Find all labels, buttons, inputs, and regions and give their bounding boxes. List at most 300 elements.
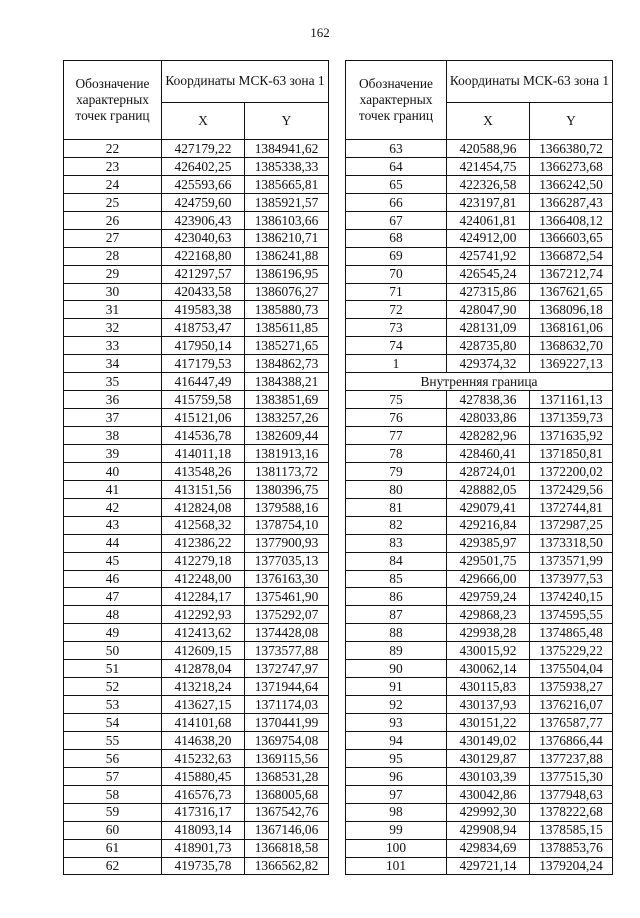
table-row — [346, 409, 613, 427]
point-number-cell: 66 — [346, 193, 447, 211]
point-number-cell: 92 — [346, 696, 447, 714]
table-row — [346, 337, 613, 355]
x-coordinate-cell: 417179,53 — [162, 355, 245, 373]
y-coordinate-cell: 1371161,13 — [530, 391, 613, 409]
point-number-cell: 99 — [346, 821, 447, 839]
x-coordinate-cell: 417316,17 — [162, 803, 245, 821]
point-number-cell: 60 — [64, 821, 162, 839]
table-row — [64, 660, 329, 678]
x-coordinate-cell: 416447,49 — [162, 373, 245, 391]
x-coordinate-cell: 425741,92 — [447, 247, 530, 265]
table-row — [346, 193, 613, 211]
x-coordinate-cell: 419735,78 — [162, 857, 245, 875]
table-row — [346, 444, 613, 462]
point-number-cell: 81 — [346, 498, 447, 516]
point-number-cell: 86 — [346, 588, 447, 606]
y-coordinate-cell: 1386076,27 — [245, 283, 329, 301]
x-coordinate-cell: 418093,14 — [162, 821, 245, 839]
table-row — [346, 319, 613, 337]
table-row — [64, 175, 329, 193]
x-coordinate-cell: 429385,97 — [447, 534, 530, 552]
y-coordinate-cell: 1366380,72 — [530, 140, 613, 158]
point-number-cell: 97 — [346, 785, 447, 803]
point-designation-header: Обозначение характерных точек границ — [64, 61, 162, 140]
x-coordinate-cell: 429992,30 — [447, 803, 530, 821]
point-number-cell: 72 — [346, 301, 447, 319]
table-row — [64, 498, 329, 516]
y-coordinate-cell: 1366408,12 — [530, 211, 613, 229]
y-coordinate-cell: 1384941,62 — [245, 140, 329, 158]
y-coordinate-cell: 1375938,27 — [530, 678, 613, 696]
point-number-cell: 78 — [346, 444, 447, 462]
y-coordinate-cell: 1376163,30 — [245, 570, 329, 588]
x-coordinate-cell: 419583,38 — [162, 301, 245, 319]
x-coordinate-cell: 428460,41 — [447, 444, 530, 462]
point-number-cell: 43 — [64, 516, 162, 534]
table-row — [346, 839, 613, 857]
table-row — [64, 283, 329, 301]
section-row — [346, 373, 613, 391]
x-coordinate-cell: 418753,47 — [162, 319, 245, 337]
point-number-cell: 48 — [64, 606, 162, 624]
y-coordinate-cell: 1375504,04 — [530, 660, 613, 678]
point-number-cell: 49 — [64, 624, 162, 642]
y-coordinate-cell: 1377948,63 — [530, 785, 613, 803]
point-number-cell: 29 — [64, 265, 162, 283]
x-coordinate-cell: 430151,22 — [447, 714, 530, 732]
x-coordinate-cell: 418901,73 — [162, 839, 245, 857]
table-row — [346, 301, 613, 319]
point-number-cell: 84 — [346, 552, 447, 570]
table-row — [64, 678, 329, 696]
point-number-cell: 44 — [64, 534, 162, 552]
y-coordinate-cell: 1375229,22 — [530, 642, 613, 660]
y-coordinate-cell: 1383851,69 — [245, 391, 329, 409]
point-number-cell: 88 — [346, 624, 447, 642]
y-coordinate-cell: 1385338,33 — [245, 157, 329, 175]
y-coordinate-cell: 1380396,75 — [245, 480, 329, 498]
table-row — [346, 229, 613, 247]
y-coordinate-cell: 1371944,64 — [245, 678, 329, 696]
table-row — [64, 749, 329, 767]
point-number-cell: 98 — [346, 803, 447, 821]
x-column-header: X — [447, 103, 530, 140]
x-coordinate-cell: 413151,56 — [162, 480, 245, 498]
point-number-cell: 22 — [64, 140, 162, 158]
point-number-cell: 76 — [346, 409, 447, 427]
y-coordinate-cell: 1377515,30 — [530, 767, 613, 785]
table-row — [64, 803, 329, 821]
point-number-cell: 35 — [64, 373, 162, 391]
table-row — [64, 462, 329, 480]
point-number-cell: 89 — [346, 642, 447, 660]
point-number-cell: 26 — [64, 211, 162, 229]
point-number-cell: 68 — [346, 229, 447, 247]
point-number-cell: 52 — [64, 678, 162, 696]
table-row — [346, 606, 613, 624]
point-number-cell: 90 — [346, 660, 447, 678]
table-row — [346, 785, 613, 803]
table-row — [64, 839, 329, 857]
x-coordinate-cell: 415759,58 — [162, 391, 245, 409]
point-number-cell: 77 — [346, 427, 447, 445]
y-coordinate-cell: 1379204,24 — [530, 857, 613, 875]
x-coordinate-cell: 428131,09 — [447, 319, 530, 337]
x-coordinate-cell: 429868,23 — [447, 606, 530, 624]
y-coordinate-cell: 1372200,02 — [530, 462, 613, 480]
table-row — [64, 140, 329, 158]
point-number-cell: 101 — [346, 857, 447, 875]
y-coordinate-cell: 1386241,88 — [245, 247, 329, 265]
point-number-cell: 40 — [64, 462, 162, 480]
point-number-cell: 73 — [346, 319, 447, 337]
x-coordinate-cell: 427315,86 — [447, 283, 530, 301]
x-column-header: X — [162, 103, 245, 140]
y-coordinate-cell: 1376587,77 — [530, 714, 613, 732]
x-coordinate-cell: 413548,26 — [162, 462, 245, 480]
x-coordinate-cell: 429938,28 — [447, 624, 530, 642]
point-number-cell: 62 — [64, 857, 162, 875]
point-number-cell: 95 — [346, 749, 447, 767]
y-coordinate-cell: 1381173,72 — [245, 462, 329, 480]
table-row — [346, 821, 613, 839]
y-coordinate-cell: 1378585,15 — [530, 821, 613, 839]
x-coordinate-cell: 427179,22 — [162, 140, 245, 158]
y-coordinate-cell: 1366603,65 — [530, 229, 613, 247]
table-row — [346, 498, 613, 516]
y-coordinate-cell: 1372429,56 — [530, 480, 613, 498]
y-coordinate-cell: 1366273,68 — [530, 157, 613, 175]
point-number-cell: 61 — [64, 839, 162, 857]
table-row — [64, 427, 329, 445]
point-number-cell: 63 — [346, 140, 447, 158]
table-row — [346, 265, 613, 283]
x-coordinate-cell: 429908,94 — [447, 821, 530, 839]
x-coordinate-cell: 424061,81 — [447, 211, 530, 229]
y-coordinate-cell: 1367146,06 — [245, 821, 329, 839]
x-coordinate-cell: 412292,93 — [162, 606, 245, 624]
x-coordinate-cell: 414638,20 — [162, 731, 245, 749]
x-coordinate-cell: 428735,80 — [447, 337, 530, 355]
x-coordinate-cell: 430042,86 — [447, 785, 530, 803]
y-coordinate-cell: 1367212,74 — [530, 265, 613, 283]
table-row — [64, 714, 329, 732]
x-coordinate-cell: 429759,24 — [447, 588, 530, 606]
y-coordinate-cell: 1383257,26 — [245, 409, 329, 427]
point-number-cell: 33 — [64, 337, 162, 355]
table-row — [64, 552, 329, 570]
y-coordinate-cell: 1386103,66 — [245, 211, 329, 229]
point-number-cell: 83 — [346, 534, 447, 552]
y-coordinate-cell: 1373577,88 — [245, 642, 329, 660]
point-number-cell: 65 — [346, 175, 447, 193]
x-coordinate-cell: 422326,58 — [447, 175, 530, 193]
y-coordinate-cell: 1368005,68 — [245, 785, 329, 803]
x-coordinate-cell: 414536,78 — [162, 427, 245, 445]
point-number-cell: 53 — [64, 696, 162, 714]
coordinate-system-header: Координаты МСК-63 зона 1 — [447, 61, 613, 103]
table-row — [346, 516, 613, 534]
table-row — [64, 570, 329, 588]
table-row — [64, 409, 329, 427]
x-coordinate-cell: 424912,00 — [447, 229, 530, 247]
table-row — [346, 355, 613, 373]
y-coordinate-cell: 1371635,92 — [530, 427, 613, 445]
point-number-cell: 58 — [64, 785, 162, 803]
x-coordinate-cell: 430149,02 — [447, 731, 530, 749]
point-number-cell: 42 — [64, 498, 162, 516]
y-coordinate-cell: 1385611,85 — [245, 319, 329, 337]
x-coordinate-cell: 412248,00 — [162, 570, 245, 588]
x-coordinate-cell: 424759,60 — [162, 193, 245, 211]
y-coordinate-cell: 1374595,55 — [530, 606, 613, 624]
x-coordinate-cell: 415232,63 — [162, 749, 245, 767]
y-coordinate-cell: 1368531,28 — [245, 767, 329, 785]
point-number-cell: 79 — [346, 462, 447, 480]
x-coordinate-cell: 414101,68 — [162, 714, 245, 732]
y-coordinate-cell: 1378754,10 — [245, 516, 329, 534]
point-number-cell: 59 — [64, 803, 162, 821]
point-number-cell: 34 — [64, 355, 162, 373]
y-coordinate-cell: 1371850,81 — [530, 444, 613, 462]
x-coordinate-cell: 423040,63 — [162, 229, 245, 247]
y-coordinate-cell: 1372987,25 — [530, 516, 613, 534]
table-row — [346, 427, 613, 445]
y-coordinate-cell: 1386210,71 — [245, 229, 329, 247]
inner-boundary-section-title: Внутренняя граница — [346, 373, 613, 391]
coordinates-table-right — [345, 60, 613, 875]
table-row — [346, 552, 613, 570]
y-coordinate-cell: 1373977,53 — [530, 570, 613, 588]
table-row — [346, 749, 613, 767]
y-coordinate-cell: 1366242,50 — [530, 175, 613, 193]
point-number-cell: 64 — [346, 157, 447, 175]
table-row — [346, 696, 613, 714]
table-row — [64, 193, 329, 211]
point-number-cell: 80 — [346, 480, 447, 498]
y-coordinate-cell: 1368161,06 — [530, 319, 613, 337]
x-coordinate-cell: 421297,57 — [162, 265, 245, 283]
point-number-cell: 37 — [64, 409, 162, 427]
y-coordinate-cell: 1366287,43 — [530, 193, 613, 211]
point-number-cell: 74 — [346, 337, 447, 355]
x-coordinate-cell: 412284,17 — [162, 588, 245, 606]
x-coordinate-cell: 429079,41 — [447, 498, 530, 516]
point-number-cell: 47 — [64, 588, 162, 606]
y-coordinate-cell: 1377237,88 — [530, 749, 613, 767]
y-coordinate-cell: 1374428,08 — [245, 624, 329, 642]
point-number-cell: 94 — [346, 731, 447, 749]
x-coordinate-cell: 427838,36 — [447, 391, 530, 409]
x-coordinate-cell: 412413,62 — [162, 624, 245, 642]
table-row — [346, 570, 613, 588]
table-row — [64, 785, 329, 803]
y-coordinate-cell: 1377035,13 — [245, 552, 329, 570]
right-table-body — [346, 140, 613, 875]
table-row — [346, 714, 613, 732]
y-coordinate-cell: 1369115,56 — [245, 749, 329, 767]
x-coordinate-cell: 412279,18 — [162, 552, 245, 570]
point-number-cell: 67 — [346, 211, 447, 229]
x-coordinate-cell: 429374,32 — [447, 355, 530, 373]
x-coordinate-cell: 430062,14 — [447, 660, 530, 678]
y-coordinate-cell: 1375292,07 — [245, 606, 329, 624]
x-coordinate-cell: 413627,15 — [162, 696, 245, 714]
y-coordinate-cell: 1375461,90 — [245, 588, 329, 606]
x-coordinate-cell: 423197,81 — [447, 193, 530, 211]
coordinates-table-left — [63, 60, 329, 875]
y-coordinate-cell: 1366872,54 — [530, 247, 613, 265]
table-row — [64, 606, 329, 624]
point-number-cell: 41 — [64, 480, 162, 498]
y-coordinate-cell: 1374865,48 — [530, 624, 613, 642]
table-row — [64, 534, 329, 552]
x-coordinate-cell: 428724,01 — [447, 462, 530, 480]
point-number-cell: 82 — [346, 516, 447, 534]
y-coordinate-cell: 1366562,82 — [245, 857, 329, 875]
x-coordinate-cell: 430103,39 — [447, 767, 530, 785]
y-coordinate-cell: 1373571,99 — [530, 552, 613, 570]
x-coordinate-cell: 429216,84 — [447, 516, 530, 534]
y-coordinate-cell: 1381913,16 — [245, 444, 329, 462]
x-coordinate-cell: 413218,24 — [162, 678, 245, 696]
point-number-cell: 50 — [64, 642, 162, 660]
y-coordinate-cell: 1384388,21 — [245, 373, 329, 391]
table-row — [346, 731, 613, 749]
coordinate-system-header: Координаты МСК-63 зона 1 — [162, 61, 329, 103]
table-row — [64, 355, 329, 373]
table-row — [64, 319, 329, 337]
x-coordinate-cell: 416576,73 — [162, 785, 245, 803]
point-designation-header: Обозначение характерных точек границ — [346, 61, 447, 140]
left-table-body — [64, 140, 329, 875]
table-row — [346, 642, 613, 660]
point-number-cell: 30 — [64, 283, 162, 301]
table-row — [64, 337, 329, 355]
x-coordinate-cell: 422168,80 — [162, 247, 245, 265]
table-row — [346, 660, 613, 678]
table-row — [346, 588, 613, 606]
table-row — [346, 767, 613, 785]
point-number-cell: 23 — [64, 157, 162, 175]
y-coordinate-cell: 1385921,57 — [245, 193, 329, 211]
table-row — [64, 857, 329, 875]
x-coordinate-cell: 428033,86 — [447, 409, 530, 427]
table-row — [64, 391, 329, 409]
point-number-cell: 31 — [64, 301, 162, 319]
x-coordinate-cell: 429721,14 — [447, 857, 530, 875]
y-coordinate-cell: 1366818,58 — [245, 839, 329, 857]
x-coordinate-cell: 426545,24 — [447, 265, 530, 283]
point-number-cell: 51 — [64, 660, 162, 678]
y-coordinate-cell: 1386196,95 — [245, 265, 329, 283]
table-row — [346, 678, 613, 696]
point-number-cell: 25 — [64, 193, 162, 211]
y-coordinate-cell: 1369754,08 — [245, 731, 329, 749]
point-number-cell: 24 — [64, 175, 162, 193]
table-row — [346, 211, 613, 229]
x-coordinate-cell: 428282,96 — [447, 427, 530, 445]
table-row — [346, 462, 613, 480]
x-coordinate-cell: 412609,15 — [162, 642, 245, 660]
point-number-cell: 57 — [64, 767, 162, 785]
x-coordinate-cell: 428882,05 — [447, 480, 530, 498]
x-coordinate-cell: 429834,69 — [447, 839, 530, 857]
table-row — [346, 157, 613, 175]
table-row — [64, 821, 329, 839]
x-coordinate-cell: 430015,92 — [447, 642, 530, 660]
y-column-header: Y — [245, 103, 329, 140]
x-coordinate-cell: 414011,18 — [162, 444, 245, 462]
point-number-cell: 70 — [346, 265, 447, 283]
point-number-cell: 96 — [346, 767, 447, 785]
x-coordinate-cell: 420588,96 — [447, 140, 530, 158]
y-coordinate-cell: 1372747,97 — [245, 660, 329, 678]
table-row — [346, 175, 613, 193]
y-coordinate-cell: 1373318,50 — [530, 534, 613, 552]
table-row — [346, 624, 613, 642]
y-coordinate-cell: 1370441,99 — [245, 714, 329, 732]
y-coordinate-cell: 1368096,18 — [530, 301, 613, 319]
y-coordinate-cell: 1368632,70 — [530, 337, 613, 355]
point-number-cell: 91 — [346, 678, 447, 696]
y-column-header: Y — [530, 103, 613, 140]
y-coordinate-cell: 1378853,76 — [530, 839, 613, 857]
x-coordinate-cell: 412824,08 — [162, 498, 245, 516]
point-number-cell: 56 — [64, 749, 162, 767]
x-coordinate-cell: 425593,66 — [162, 175, 245, 193]
table-row — [64, 301, 329, 319]
point-number-cell: 100 — [346, 839, 447, 857]
y-coordinate-cell: 1379588,16 — [245, 498, 329, 516]
x-coordinate-cell: 426402,25 — [162, 157, 245, 175]
point-number-cell: 85 — [346, 570, 447, 588]
point-number-cell: 55 — [64, 731, 162, 749]
table-row — [64, 247, 329, 265]
point-number-cell: 27 — [64, 229, 162, 247]
y-coordinate-cell: 1372744,81 — [530, 498, 613, 516]
x-coordinate-cell: 428047,90 — [447, 301, 530, 319]
y-coordinate-cell: 1384862,73 — [245, 355, 329, 373]
y-coordinate-cell: 1382609,44 — [245, 427, 329, 445]
point-number-cell: 69 — [346, 247, 447, 265]
table-row — [64, 731, 329, 749]
y-coordinate-cell: 1377900,93 — [245, 534, 329, 552]
table-row — [64, 767, 329, 785]
point-number-cell: 54 — [64, 714, 162, 732]
y-coordinate-cell: 1385271,65 — [245, 337, 329, 355]
y-coordinate-cell: 1376866,44 — [530, 731, 613, 749]
table-row — [64, 157, 329, 175]
table-row — [64, 588, 329, 606]
point-number-cell: 75 — [346, 391, 447, 409]
x-coordinate-cell: 412568,32 — [162, 516, 245, 534]
table-row — [64, 624, 329, 642]
y-coordinate-cell: 1371174,03 — [245, 696, 329, 714]
point-number-cell: 87 — [346, 606, 447, 624]
point-number-cell: 36 — [64, 391, 162, 409]
table-row — [346, 283, 613, 301]
table-row — [64, 642, 329, 660]
page-number: 162 — [310, 25, 330, 40]
x-coordinate-cell: 412878,04 — [162, 660, 245, 678]
x-coordinate-cell: 412386,22 — [162, 534, 245, 552]
y-coordinate-cell: 1369227,13 — [530, 355, 613, 373]
point-number-cell: 71 — [346, 283, 447, 301]
table-row — [64, 265, 329, 283]
table-row — [64, 516, 329, 534]
x-coordinate-cell: 429501,75 — [447, 552, 530, 570]
